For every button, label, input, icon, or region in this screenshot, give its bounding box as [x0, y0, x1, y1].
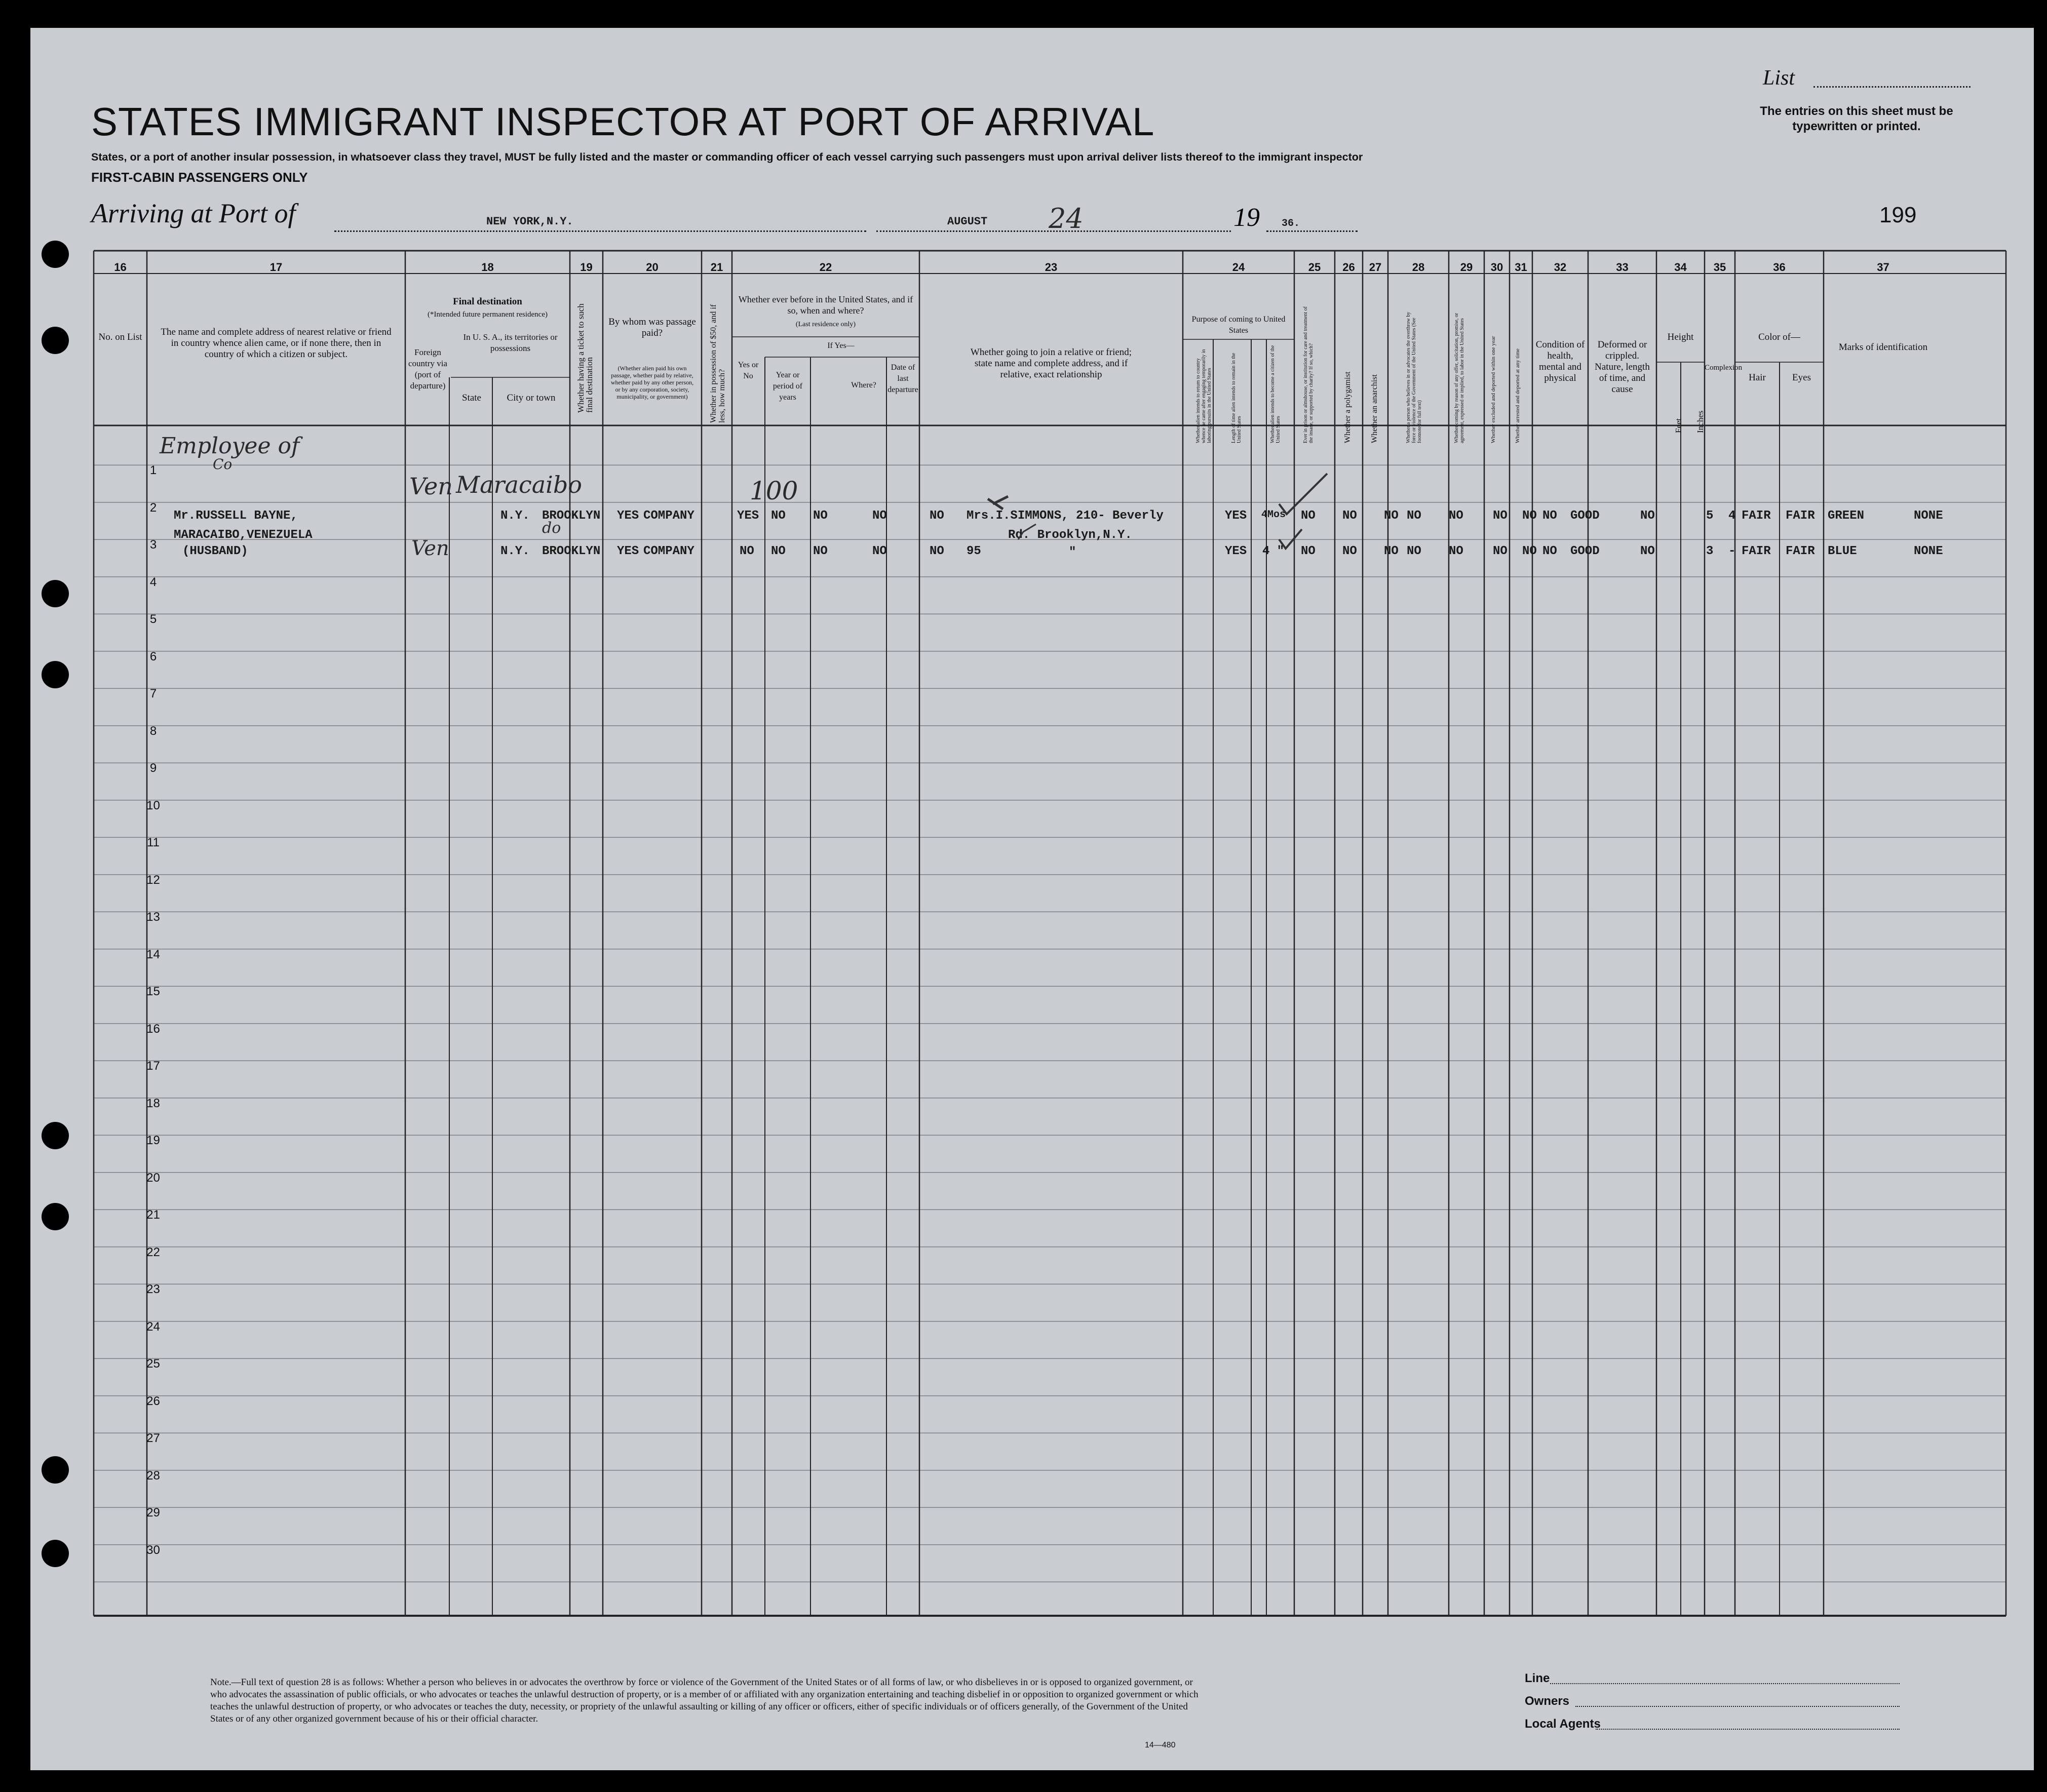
colnum-22: 22 — [819, 261, 832, 274]
owners-label: Owners — [1525, 1694, 1570, 1708]
header-in-usa: In U. S. A., its territories or possessions — [463, 332, 558, 353]
row1-c26: NO — [1384, 509, 1399, 523]
row1-money-hand: 100 — [750, 476, 798, 505]
row2-paid-by: COMPANY — [643, 544, 694, 558]
colnum-18: 18 — [481, 261, 494, 274]
header-hair: Hair — [1749, 372, 1766, 383]
row1-c28: NO — [1449, 509, 1463, 523]
row-number: 12 — [146, 873, 160, 887]
header-prison: Ever in prison or almshouse, or institution for care and treatment of the insane, or supported by charity? If so, which? — [1303, 306, 1314, 443]
header-height: Height — [1667, 332, 1694, 342]
row1-city-hand: Maracaibo — [456, 471, 582, 498]
colnum-16: 16 — [114, 261, 127, 274]
row2-citizen: NO — [1301, 544, 1316, 558]
row-number: 28 — [146, 1468, 160, 1483]
row2-eyes: BLUE — [1828, 544, 1857, 558]
header-final-destination: Final destination — [453, 296, 522, 307]
header-relative: The name and complete address of nearest relative or friend in country whence alien came, or if none there, then in country of which a citizen or subject. — [161, 327, 392, 360]
row-number: 25 — [146, 1357, 160, 1371]
header-join-relative: Whether going to join a relative or friend; state name and complete address, and if relative, exact relationship — [970, 347, 1132, 380]
header-feet: Feet — [1674, 418, 1683, 433]
row1-before: NO — [771, 509, 786, 523]
row-number: 20 — [146, 1171, 160, 1185]
binder-hole — [42, 1540, 69, 1567]
row2-purpose: YES — [1225, 544, 1247, 558]
colnum-20: 20 — [646, 261, 659, 274]
header-purpose: Purpose of coming to United States — [1191, 315, 1286, 335]
row2-c29: NO — [1493, 544, 1508, 558]
row2-complexion: FAIR — [1742, 544, 1771, 558]
row2-c30: NO — [1522, 544, 1537, 558]
check-mark-icon — [983, 489, 1044, 544]
row-number: 13 — [146, 910, 160, 924]
header-year-period: Year or period of years — [773, 371, 803, 402]
table-grid — [30, 28, 2034, 1770]
header-money: Whether in possession of $50, and if less, how much? — [709, 304, 726, 423]
local-agents-field — [1596, 1729, 1900, 1730]
colnum-23: 23 — [1045, 261, 1058, 274]
header-purpose-c: Whether alien intends to become a citizen of the United States — [1270, 345, 1281, 443]
hand-employee-of: Employee of — [160, 433, 300, 459]
row2-health: GOOD — [1570, 544, 1600, 558]
row-number: 16 — [146, 1022, 160, 1036]
row-number: 5 — [149, 612, 157, 626]
row1-join: Mrs.I.SIMMONS, 210- Beverly — [967, 509, 1164, 523]
header-before-us: Whether ever before in the United States, and if so, when and where? — [738, 294, 913, 316]
row1-complexion: FAIR — [1742, 509, 1771, 523]
form-code: 14—480 — [1145, 1741, 1176, 1749]
binder-hole — [42, 1203, 69, 1230]
year-suffix: 36. — [1282, 218, 1300, 229]
row2-marks: NONE — [1914, 544, 1943, 558]
header-arrested: Whether arrested and deported at any time — [1515, 348, 1521, 443]
row2-state: N.Y. — [500, 544, 530, 558]
header-color-of: Color of— — [1758, 332, 1800, 342]
colnum-26: 26 — [1342, 261, 1355, 274]
header-eyes: Eyes — [1792, 372, 1811, 383]
row1-feet: 5 — [1706, 509, 1714, 523]
typewritten-note: The entries on this sheet must be typewritten or printed. — [1760, 104, 1953, 133]
header-passage-paid-sub: (Whether alien paid his own passage, whether paid by relative, whether paid by any other person, or by any corporation, society, municipality, or government) — [610, 365, 694, 400]
row-number: 9 — [149, 761, 157, 775]
row-number: 2 — [149, 500, 157, 515]
row-number: 4 — [149, 575, 157, 589]
row2-join-ditto: " — [1069, 546, 1076, 559]
binder-hole — [42, 580, 69, 607]
row1-c29: NO — [1493, 509, 1508, 523]
header-if-yes: If Yes— — [827, 341, 855, 350]
row2-foreign-hand: Ven — [411, 537, 449, 560]
row1-eyes: GREEN — [1828, 509, 1865, 523]
binder-hole — [42, 1456, 69, 1484]
colnum-33: 33 — [1616, 261, 1629, 274]
row-number: 27 — [146, 1431, 160, 1445]
row2-join: Rd. Brooklyn,N.Y. — [1008, 528, 1132, 542]
header-deformed: Deformed or crippled. Nature, length of time, and cause — [1595, 339, 1650, 395]
row2-c25: NO — [1342, 544, 1357, 558]
header-complexion: Complexion — [1705, 364, 1743, 372]
row-number: 30 — [146, 1543, 160, 1557]
row1-purpose: YES — [1225, 509, 1247, 523]
first-cabin-label: FIRST-CABIN PASSENGERS ONLY — [91, 170, 308, 185]
header-before-us-sub: (Last residence only) — [795, 321, 856, 328]
row1-foreign-hand: Ven — [409, 473, 453, 500]
row-number: 17 — [146, 1059, 160, 1073]
row1-citizen: NO — [1301, 509, 1316, 523]
row1-hair: FAIR — [1786, 509, 1815, 523]
colnum-21: 21 — [710, 261, 723, 274]
line-label: Line — [1525, 1671, 1550, 1685]
row1-length: 4Mos — [1261, 509, 1286, 521]
colnum-30: 30 — [1490, 261, 1503, 274]
row2-relative-2: (HUSBAND) — [182, 544, 248, 558]
row2-length: 4 " — [1262, 544, 1285, 558]
row2-years: NO — [813, 544, 828, 558]
row-number: 26 — [146, 1394, 160, 1408]
row-number: 24 — [146, 1319, 160, 1334]
row-number: 8 — [149, 724, 157, 738]
row-number: 19 — [146, 1134, 160, 1147]
row1-deformed: NO — [1640, 509, 1655, 523]
header-purpose-a: Whether alien intends to return to country whence he came after engaging temporarily in laboring pursuits in the United States — [1195, 349, 1212, 443]
row1-c27: NO — [1407, 509, 1421, 523]
row1-inches: 4 — [1728, 509, 1736, 523]
header-anarchist: Whether an anarchist — [1370, 374, 1379, 443]
row2-date: NO — [930, 544, 944, 558]
colnum-29: 29 — [1460, 261, 1473, 274]
header-ticket: Whether having a ticket to such final destination — [576, 303, 594, 413]
month-value: AUGUST — [947, 215, 988, 228]
page-number: 199 — [1879, 203, 1917, 227]
row2-hair: FAIR — [1786, 544, 1815, 558]
binder-hole — [42, 327, 69, 354]
header-no-on-list: No. on List — [98, 332, 142, 342]
colnum-24: 24 — [1232, 261, 1245, 274]
colnum-34: 34 — [1674, 261, 1687, 274]
header-final-destination-sub: (*Intended future permanent residence) — [428, 310, 548, 319]
row1-years: NO — [813, 509, 828, 523]
row2-money: NO — [740, 544, 754, 558]
colnum-35: 35 — [1713, 261, 1726, 274]
row-number: 14 — [146, 947, 160, 961]
row-number: 7 — [149, 687, 157, 700]
arriving-label: Arriving at Port of — [91, 198, 296, 228]
row2-c27: NO — [1407, 544, 1421, 558]
row1-where: NO — [872, 509, 887, 523]
colnum-36: 36 — [1773, 261, 1786, 274]
row-number: 1 — [149, 463, 157, 477]
row2-c26: NO — [1384, 544, 1399, 558]
row1-paid-by: COMPANY — [643, 509, 694, 523]
row2-relative: MARACAIBO,VENEZUELA — [174, 528, 313, 542]
header-overthrow: Whether a person who believes in or advocates the overthrow by force or violence of the Government of the United States (See footnote for full text) — [1406, 311, 1422, 443]
colnum-17: 17 — [269, 261, 283, 274]
row2-deformed: NO — [1640, 544, 1655, 558]
row1-c31: NO — [1542, 509, 1557, 523]
header-labor-offer: Whether coming by reason of any offer, solicitation, promise, or agreement, expressed or implied, to labor in the United States — [1454, 313, 1465, 443]
row1-health: GOOD — [1570, 509, 1600, 523]
colnum-19: 19 — [580, 261, 593, 274]
local-agents-label: Local Agents — [1525, 1717, 1601, 1731]
line-field — [1550, 1683, 1900, 1684]
binder-hole — [42, 1122, 69, 1149]
binder-hole — [42, 661, 69, 688]
hand-co: Co — [213, 456, 233, 473]
header-foreign-country: Foreign country via (port of departure) — [408, 347, 447, 391]
header-date-departure: Date of last departure — [887, 363, 918, 394]
row-number: 10 — [146, 798, 160, 812]
header-purpose-b: Length of time alien intends to remain in the United States — [1231, 353, 1242, 443]
row1-city: BROOKLYN — [542, 509, 601, 523]
manifest-sheet — [30, 28, 2034, 1770]
header-state: State — [462, 393, 481, 403]
row2-inches: - — [1728, 544, 1736, 558]
row1-c30: NO — [1522, 509, 1537, 523]
row1-ticket: YES — [617, 509, 639, 523]
row-number: 23 — [146, 1282, 160, 1296]
row-number: 15 — [146, 985, 160, 998]
header-yes-no: Yes or No — [738, 361, 759, 380]
row1-date: NO — [930, 509, 944, 523]
row2-c28: NO — [1449, 544, 1463, 558]
page-title: STATES IMMIGRANT INSPECTOR AT PORT OF ARRIVAL — [91, 99, 1155, 144]
row2-before: NO — [771, 544, 786, 558]
colnum-32: 32 — [1554, 261, 1567, 274]
row1-money: YES — [737, 509, 759, 523]
header-marks: Marks of identification — [1838, 342, 1928, 353]
row2-city: BROOKLYN — [542, 544, 601, 558]
list-label: List — [1763, 66, 1795, 90]
header-where: Where? — [851, 381, 876, 389]
row2-c31: NO — [1542, 544, 1557, 558]
intro-text: States, or a port of another insular possession, in whatsoever class they travel, MUST be fully listed and the master or commanding officer of each vessel carrying such passengers must upon arrival deliver lists thereof to the immigrant inspector — [91, 151, 1363, 163]
row-number: 11 — [147, 836, 160, 849]
row-number: 21 — [146, 1208, 160, 1222]
header-health: Condition of health, mental and physical — [1535, 339, 1585, 383]
port-value: NEW YORK,N.Y. — [486, 215, 573, 228]
colnum-31: 31 — [1515, 261, 1527, 274]
row-number: 18 — [146, 1096, 160, 1110]
colnum-37: 37 — [1877, 261, 1889, 274]
row-number: 3 — [149, 538, 157, 552]
row-number: 29 — [146, 1506, 160, 1520]
owners-field — [1575, 1706, 1900, 1707]
header-inches: Inches — [1695, 410, 1705, 433]
day-value: 24 — [1049, 203, 1084, 235]
row2-feet: 3 — [1706, 544, 1714, 558]
row1-marks: NONE — [1914, 509, 1943, 523]
header-passage-paid: By whom was passage paid? — [608, 317, 696, 338]
year-prefix: 19 — [1233, 203, 1260, 232]
binder-hole — [42, 241, 69, 268]
header-city: City or town — [507, 393, 556, 403]
colnum-27: 27 — [1369, 261, 1382, 274]
row2-ticket: YES — [617, 544, 639, 558]
row-number: 22 — [146, 1245, 160, 1259]
colnum-25: 25 — [1308, 261, 1321, 274]
footnote-question-28: Note.—Full text of question 28 is as follows: Whether a person who believes in or advocates the overthrow by force or violence of the Government of the United States or of all forms of law, or who disbelieves in or is opposed to organized government, or who advocates the assassination of public officials, or who advocates or teaches the unlawful destruction of property, or is a member of or affiliated with any organization entertaining and teaching disbelief in or opposition to organized government or which teaches the unlawful destruction of property, or who advocates or teaches the duty, necessity, or propriety of the unlawful assaulting or killing of any officer or officers, either of specific individuals or of officers generally, of the Government of the United States or of any other organized government because of his or their official character. — [210, 1677, 1199, 1724]
colnum-28: 28 — [1412, 261, 1425, 274]
row-number: 6 — [149, 649, 157, 664]
row2-city-hand: do — [542, 519, 561, 537]
header-polygamist: Whether a polygamist — [1343, 371, 1352, 443]
row1-c25: NO — [1342, 509, 1357, 523]
row2-join-prefix: 95 — [967, 544, 981, 558]
header-excluded: Whether excluded and deported within one year — [1490, 336, 1496, 443]
row2-where: NO — [872, 544, 887, 558]
row1-relative: Mr.RUSSELL BAYNE, — [174, 509, 298, 523]
check-mark-icon — [1277, 469, 1337, 560]
row1-state: N.Y. — [500, 509, 530, 523]
